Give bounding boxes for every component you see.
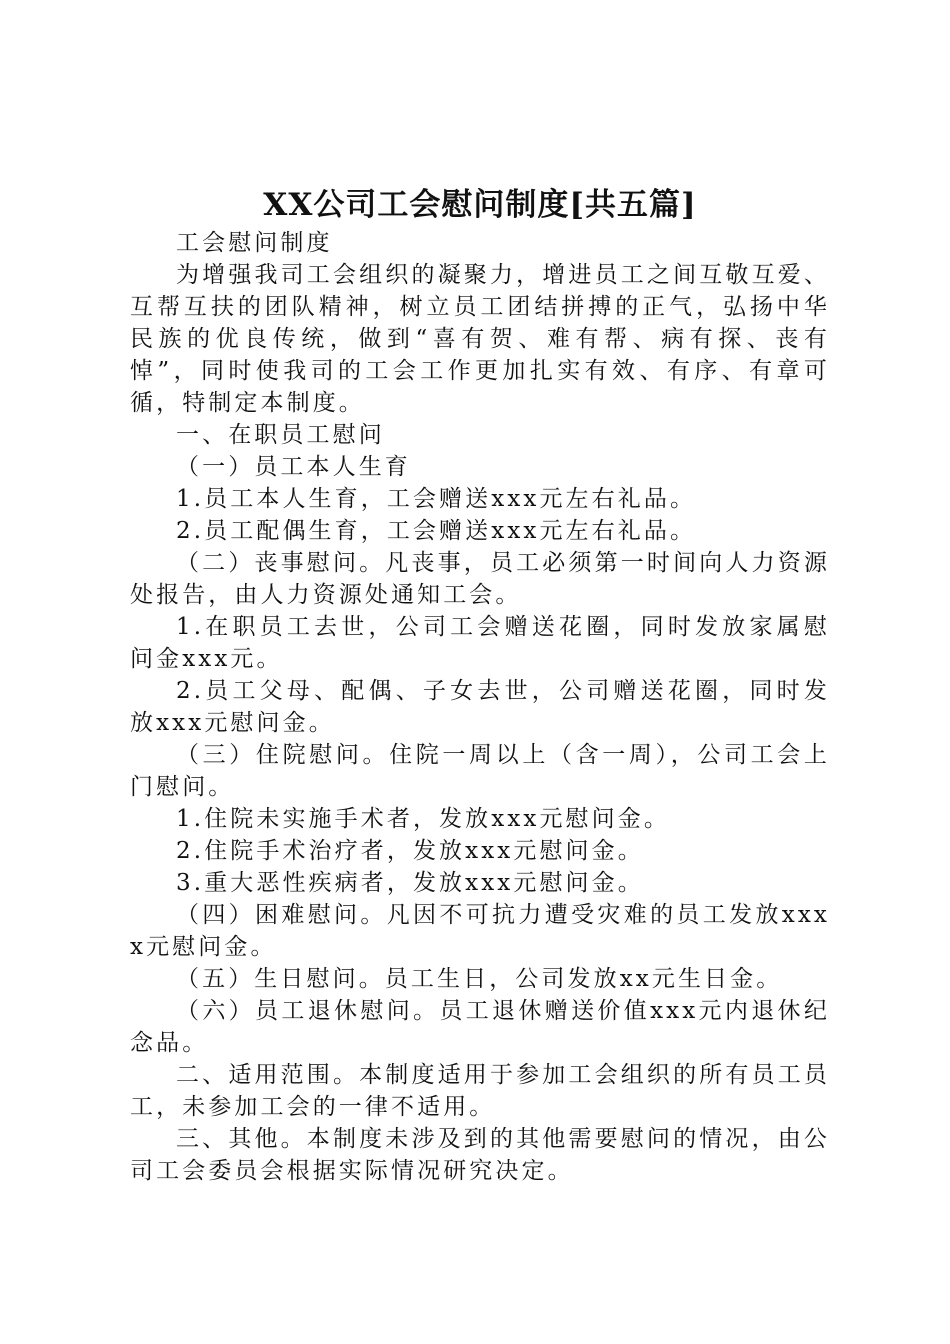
list-item: 1.员工本人生育，工会赠送xxx元左右礼品。: [176, 486, 697, 512]
document-body: [130, 227, 830, 1187]
intro-paragraph: 为增强我司工会组织的凝聚力，增进员工之间互敬互爱、互帮互扶的团队精神，树立员工团结拼搏的正气，弘扬中华民族的优良传统，做到“喜有贺、难有帮、病有探、丧有悼”，同时使我司的工会工作更加扎实有效、有序、有章可循，特制定本制度。: [130, 262, 830, 416]
list-item: 2.员工父母、配偶、子女去世，公司赠送花圈，同时发放xxx元慰问金。: [130, 678, 830, 736]
subsection-paragraph: （四）困难慰问。凡因不可抗力遭受灾难的员工发放xxxx元慰问金。: [130, 902, 830, 960]
subsection-paragraph: （二）丧事慰问。凡丧事，员工必须第一时间向人力资源处报告，由人力资源处通知工会。: [130, 550, 830, 608]
list-item: 2.住院手术治疗者，发放xxx元慰问金。: [176, 838, 644, 864]
section-paragraph: 二、适用范围。本制度适用于参加工会组织的所有员工员工，未参加工会的一律不适用。: [130, 1062, 830, 1120]
list-item: 1.住院未实施手术者，发放xxx元慰问金。: [176, 806, 670, 832]
document-page: [130, 183, 830, 1187]
list-item: 3.重大恶性疾病者，发放xxx元慰问金。: [176, 870, 644, 896]
section-paragraph: 三、其他。本制度未涉及到的其他需要慰问的情况，由公司工会委员会根据实际情况研究决定。: [130, 1126, 830, 1184]
subsection-paragraph: （三）住院慰问。住院一周以上（含一周），公司工会上门慰问。: [130, 742, 830, 800]
section-heading: 工会慰问制度: [176, 230, 333, 256]
subsection-paragraph: （六）员工退休慰问。员工退休赠送价值xxx元内退休纪念品。: [130, 998, 830, 1056]
list-item: 1.在职员工去世，公司工会赠送花圈，同时发放家属慰问金xxx元。: [130, 614, 830, 672]
section-heading: 一、在职员工慰问: [176, 422, 385, 448]
list-item: 2.员工配偶生育，工会赠送xxx元左右礼品。: [176, 518, 697, 544]
subsection-heading: （一）员工本人生育: [176, 454, 411, 480]
document-title: XX公司工会慰问制度[共五篇]: [263, 187, 697, 223]
subsection-paragraph: （五）生日慰问。员工生日，公司发放xx元生日金。: [176, 966, 783, 992]
